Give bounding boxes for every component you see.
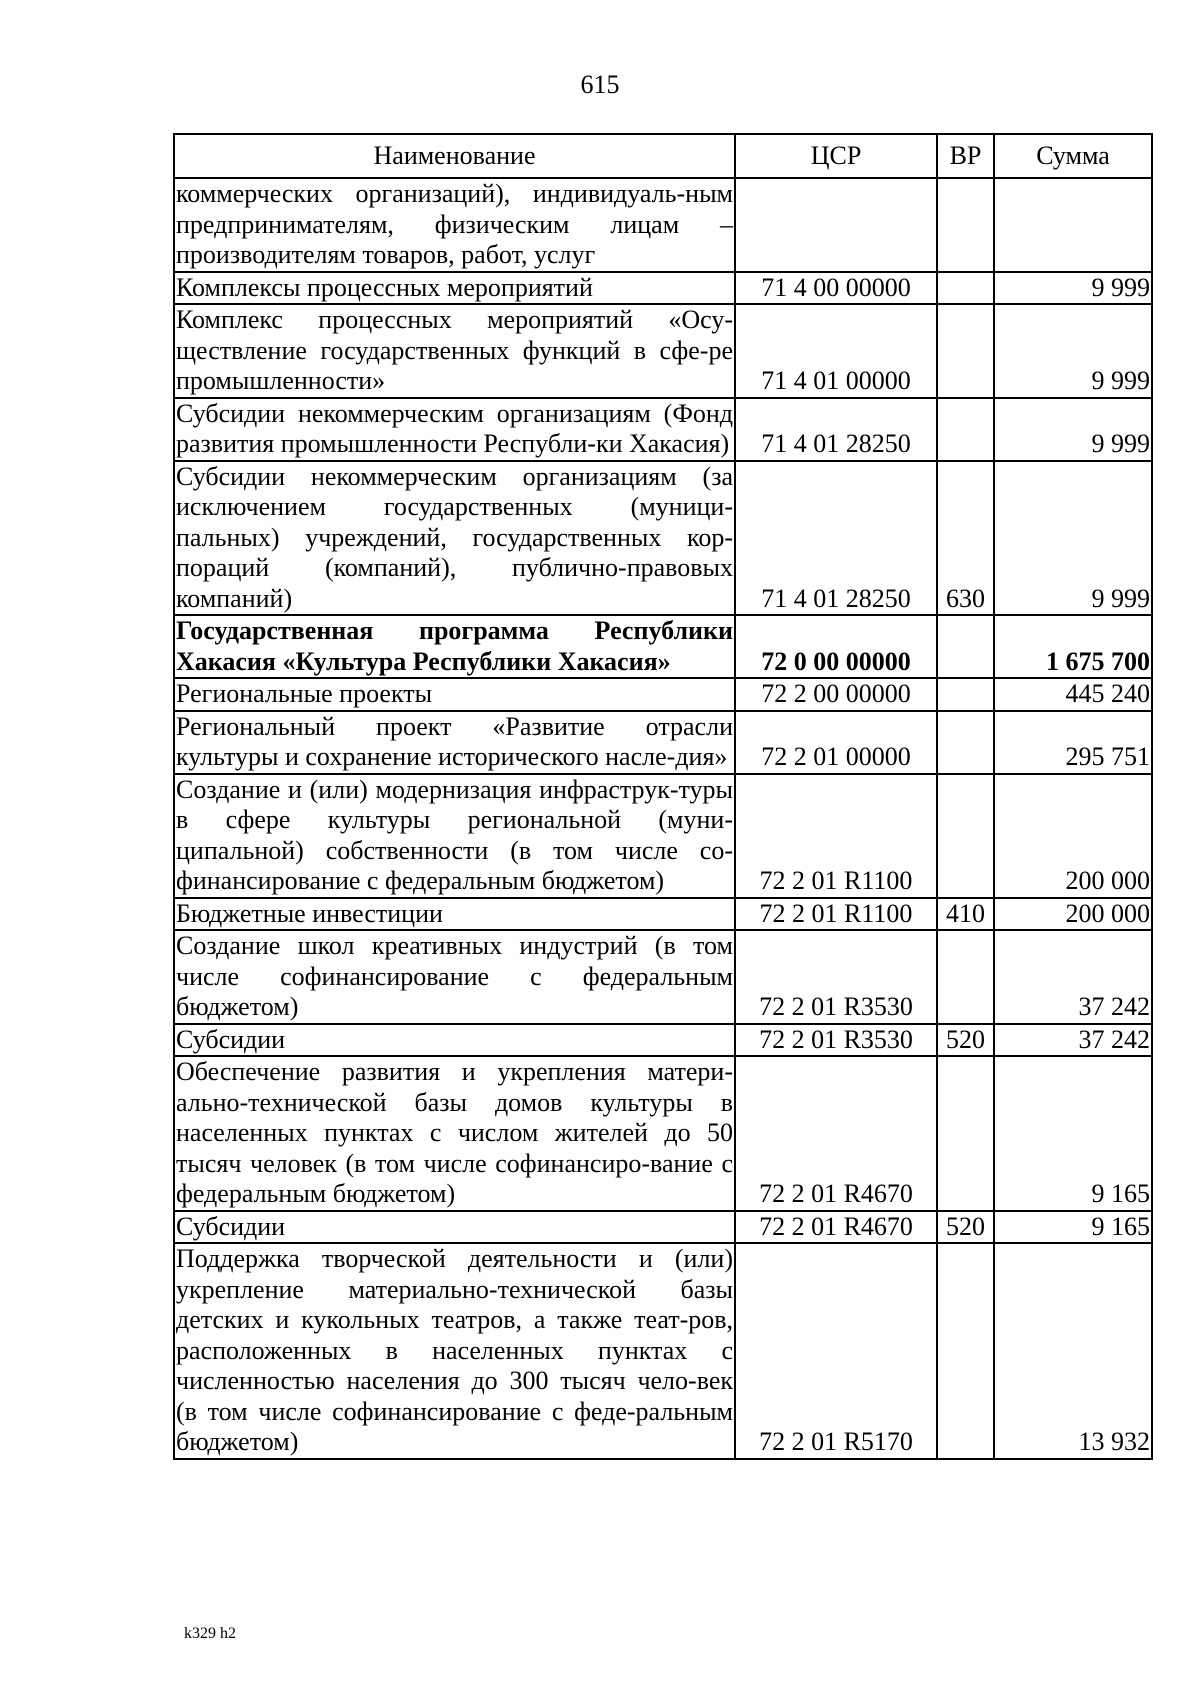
cell-sum: 9 165	[994, 1211, 1152, 1244]
budget-table	[173, 133, 1153, 1460]
table-row	[174, 678, 1152, 711]
cell-name: коммерческих организаций), индивидуаль-ным предпринимателям, физическим лицам – производителям товаров, работ, услуг	[174, 178, 735, 272]
cell-csr: 72 2 01 R4670	[735, 1211, 937, 1244]
cell-sum	[994, 178, 1152, 272]
cell-vr	[937, 711, 994, 774]
cell-csr: 71 4 00 00000	[735, 272, 937, 305]
cell-csr: 71 4 01 28250	[735, 461, 937, 616]
cell-csr: 71 4 01 00000	[735, 304, 937, 398]
table-row	[174, 711, 1152, 774]
cell-vr: 410	[937, 898, 994, 931]
cell-name: Региональный проект «Развитие отрасли культуры и сохранение исторического насле-дия»	[174, 711, 735, 774]
cell-name: Государственная программа Республики Хакасия «Культура Республики Хакасия»	[174, 615, 735, 678]
table-header-row	[174, 134, 1152, 178]
cell-vr	[937, 615, 994, 678]
header-name: Наименование	[174, 134, 735, 178]
table-row	[174, 398, 1152, 461]
table-row	[174, 898, 1152, 931]
cell-sum: 295 751	[994, 711, 1152, 774]
cell-vr	[937, 774, 994, 898]
cell-sum: 445 240	[994, 678, 1152, 711]
cell-vr	[937, 930, 994, 1024]
cell-name: Субсидии	[174, 1024, 735, 1057]
cell-sum: 37 242	[994, 1024, 1152, 1057]
cell-name: Поддержка творческой деятельности и (или) укрепление материально-технической базы детских и кукольных театров, а также теат-ров, расположенных в населенных пунктах с численностью населения до 300 тысяч чело-век (в том числе софинансирование с феде-ральным бюджетом)	[174, 1243, 735, 1459]
table-row	[174, 1056, 1152, 1211]
table-row	[174, 774, 1152, 898]
cell-name: Обеспечение развития и укрепления матери-ально-технической базы домов культуры в населенных пунктах с числом жителей до 50 тысяч человек (в том числе софинансиро-вание с федеральным бюджетом)	[174, 1056, 735, 1211]
cell-csr: 72 2 01 R3530	[735, 1024, 937, 1057]
table-row	[174, 304, 1152, 398]
cell-sum: 9 999	[994, 461, 1152, 616]
cell-sum: 9 999	[994, 304, 1152, 398]
cell-csr: 72 2 01 R5170	[735, 1243, 937, 1459]
header-sum: Сумма	[994, 134, 1152, 178]
cell-name: Субсидии некоммерческим организациям (за исключением государственных (муници-пальных) учреждений, государственных кор-пораций (компаний), публично-правовых компаний)	[174, 461, 735, 616]
footer-code: k329 h2	[184, 1625, 236, 1642]
cell-vr: 520	[937, 1211, 994, 1244]
cell-sum: 13 932	[994, 1243, 1152, 1459]
header-csr: ЦСР	[735, 134, 937, 178]
cell-vr	[937, 272, 994, 305]
table-row	[174, 615, 1152, 678]
cell-vr: 630	[937, 461, 994, 616]
cell-sum: 9 999	[994, 272, 1152, 305]
cell-name: Создание и (или) модернизация инфраструк-туры в сфере культуры региональной (муни-ципальной) собственности (в том числе со-финансирование с федеральным бюджетом)	[174, 774, 735, 898]
header-vr: ВР	[937, 134, 994, 178]
cell-vr	[937, 398, 994, 461]
cell-csr: 72 2 01 R4670	[735, 1056, 937, 1211]
cell-csr: 71 4 01 28250	[735, 398, 937, 461]
cell-vr	[937, 1243, 994, 1459]
cell-sum: 1 675 700	[994, 615, 1152, 678]
cell-csr: 72 2 01 00000	[735, 711, 937, 774]
table-row	[174, 1243, 1152, 1459]
cell-sum: 200 000	[994, 774, 1152, 898]
cell-csr: 72 2 00 00000	[735, 678, 937, 711]
cell-sum: 200 000	[994, 898, 1152, 931]
cell-csr: 72 2 01 R1100	[735, 898, 937, 931]
cell-vr	[937, 178, 994, 272]
cell-sum: 9 165	[994, 1056, 1152, 1211]
cell-sum: 9 999	[994, 398, 1152, 461]
cell-vr	[937, 1056, 994, 1211]
cell-name: Субсидии некоммерческим организациям (Фонд развития промышленности Республи-ки Хакасия)	[174, 398, 735, 461]
table-row	[174, 930, 1152, 1024]
cell-name: Бюджетные инвестиции	[174, 898, 735, 931]
cell-vr	[937, 678, 994, 711]
table-row	[174, 1211, 1152, 1244]
table-row	[174, 272, 1152, 305]
cell-sum: 37 242	[994, 930, 1152, 1024]
table-row	[174, 461, 1152, 616]
cell-vr	[937, 304, 994, 398]
cell-name: Субсидии	[174, 1211, 735, 1244]
cell-name: Региональные проекты	[174, 678, 735, 711]
cell-csr: 72 2 01 R1100	[735, 774, 937, 898]
table-row	[174, 178, 1152, 272]
cell-csr	[735, 178, 937, 272]
cell-vr: 520	[937, 1024, 994, 1057]
cell-name: Комплексы процессных мероприятий	[174, 272, 735, 305]
cell-name: Создание школ креативных индустрий (в том числе софинансирование с федеральным бюджетом)	[174, 930, 735, 1024]
table-row	[174, 1024, 1152, 1057]
cell-csr: 72 0 00 00000	[735, 615, 937, 678]
page-number: 615	[580, 70, 620, 99]
cell-name: Комплекс процессных мероприятий «Осу-ществление государственных функций в сфе-ре промышленности»	[174, 304, 735, 398]
cell-csr: 72 2 01 R3530	[735, 930, 937, 1024]
